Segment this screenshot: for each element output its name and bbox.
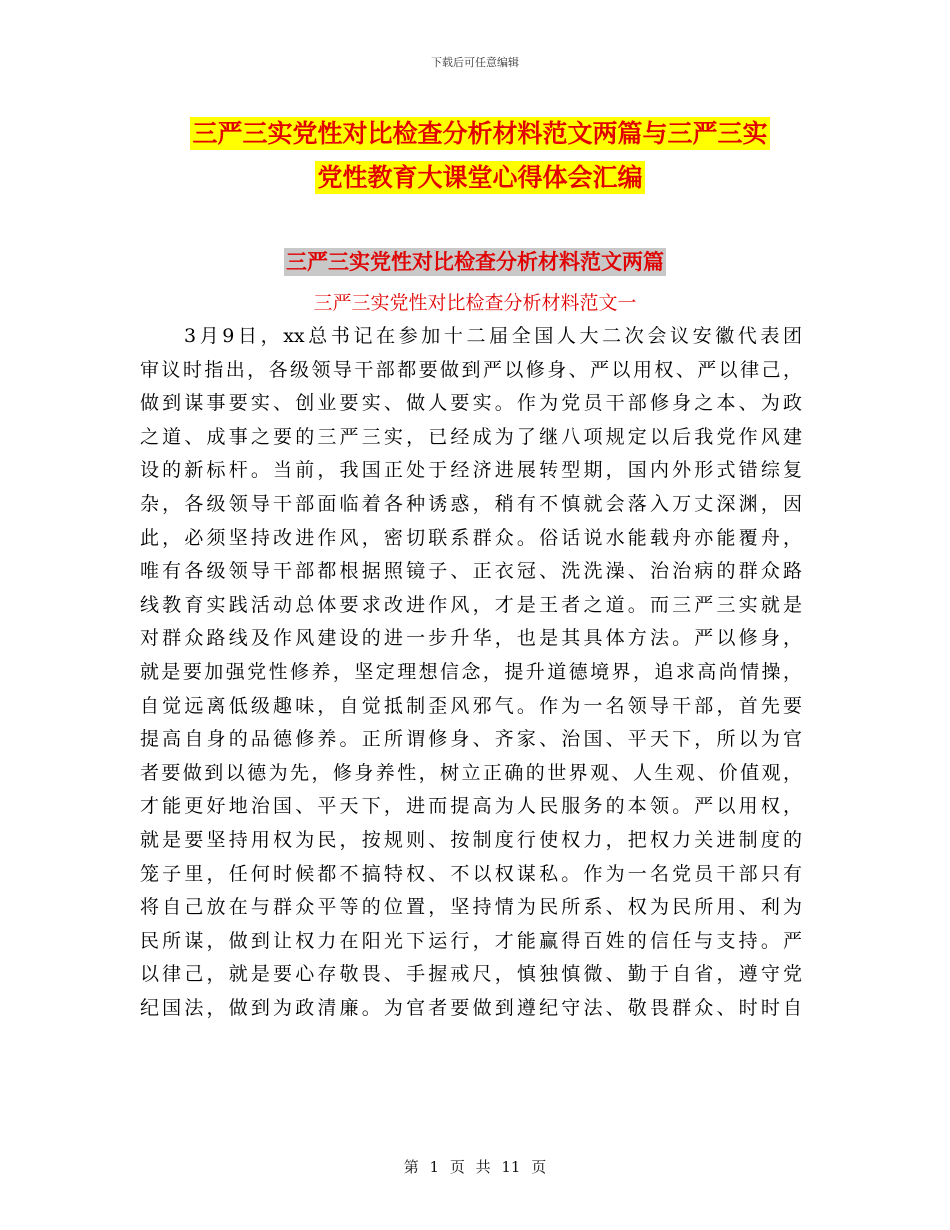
body-line: 3月9日，xx总书记在参加十二届全国人大二次会议安徽代表团: [184, 325, 802, 347]
page-footer: 第 1 页 共 11 页: [403, 1158, 547, 1176]
body-line: 就是要坚持用权为民，按规则、按制度行使权力，把权力关进制度的: [140, 828, 802, 851]
body-line: 唯有各级领导干部都根据照镜子、正衣冠、洗洗澡、治治病的群众路: [140, 560, 802, 583]
body-line: 杂，各级领导干部面临着各种诱惑，稍有不慎就会落入万丈深渊，因: [140, 492, 802, 515]
body-line: 就是要加强党性修养，坚定理想信念，提升道德境界，追求高尚情操，: [140, 660, 802, 683]
section-heading: [0, 246, 950, 276]
body-line: 者要做到以德为先，修身养性，树立正确的世界观、人生观、价值观，: [140, 761, 802, 784]
body-line: 纪国法，做到为政清廉。为官者要做到遵纪守法、敬畏群众、时时自: [140, 996, 802, 1019]
body-line: 民所谋，做到让权力在阳光下运行，才能赢得百姓的信任与支持。严: [140, 929, 802, 952]
title-highlight-2: 党性教育大课堂心得体会汇编: [317, 163, 643, 192]
title-highlight-1: 三严三实党性对比检查分析材料范文两篇与三严三实: [192, 119, 768, 148]
section-heading-text: 三严三实党性对比检查分析材料范文两篇: [286, 250, 664, 274]
body-line: 自觉远离低级趣味，自觉抵制歪风邪气。作为一名领导干部，首先要: [140, 694, 802, 717]
body-line: 提高自身的品德修养。正所谓修身、齐家、治国、平天下，所以为官: [140, 728, 802, 751]
body-line: 审议时指出，各级领导干部都要做到严以修身、严以用权、严以律己，: [140, 358, 802, 381]
body-line: 才能更好地治国、平天下，进而提高为人民服务的本领。严以用权，: [140, 795, 802, 818]
body-paragraph: [140, 320, 802, 1025]
body-line: 此，必须坚持改进作风，密切联系群众。俗话说水能载舟亦能覆舟，: [140, 526, 802, 549]
body-line: 之道、成事之要的三严三实，已经成为了继八项规定以后我党作风建: [140, 425, 802, 448]
body-line: 设的新标杆。当前，我国正处于经济进展转型期，国内外形式错综复: [140, 459, 802, 482]
document-title-line-1: [140, 114, 820, 150]
body-line: 对群众路线及作风建设的进一步升华，也是其具体方法。严以修身，: [140, 627, 802, 650]
body-line: 以律己，就是要心存敬畏、手握戒尺，慎独慎微、勤于自省，遵守党: [140, 963, 802, 986]
body-line: 将自己放在与群众平等的位置，坚持情为民所系、权为民所用、利为: [140, 896, 802, 919]
body-line: 线教育实践活动总体要求改进作风，才是王者之道。而三严三实就是: [140, 593, 802, 616]
body-line: 做到谋事要实、创业要实、做人要实。作为党员干部修身之本、为政: [140, 392, 802, 415]
body-line: 笼子里，任何时候都不搞特权、不以权谋私。作为一名党员干部只有: [140, 862, 802, 885]
header-note: 下载后可任意编辑: [431, 56, 519, 69]
sub-heading: 三严三实党性对比检查分析材料范文一: [313, 292, 637, 314]
document-title-line-2: [140, 158, 820, 194]
